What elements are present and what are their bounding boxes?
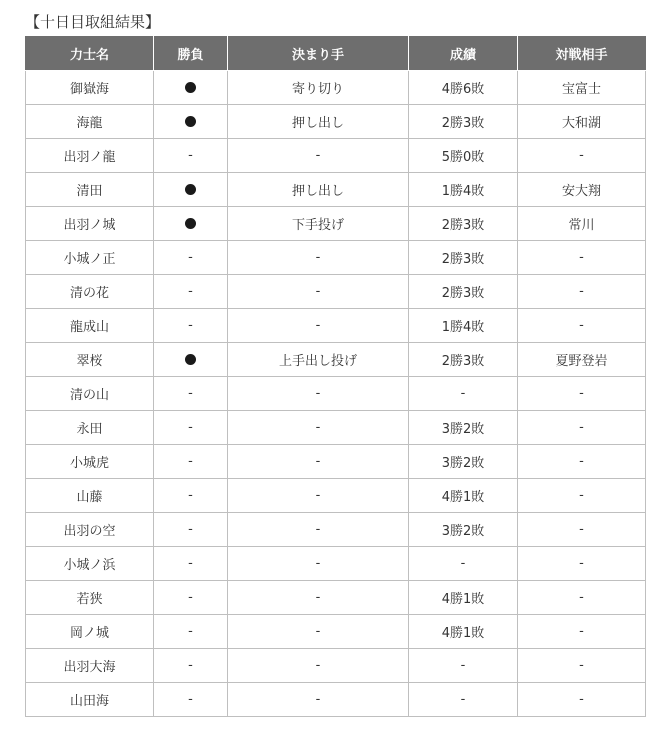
opponent-cell: 宝富士 (518, 71, 646, 105)
opponent-cell: - (518, 581, 646, 615)
result-cell (154, 343, 228, 377)
result-cell: - (154, 513, 228, 547)
record-cell: 1勝4敗 (409, 173, 518, 207)
kimarite-cell: - (228, 275, 409, 309)
table-body (26, 71, 646, 717)
opponent-cell: - (518, 513, 646, 547)
rikishi-name-cell: 出羽ノ城 (26, 207, 154, 241)
opponent-cell: - (518, 411, 646, 445)
table-header (26, 37, 646, 71)
result-cell: - (154, 411, 228, 445)
record-cell: 2勝3敗 (409, 241, 518, 275)
column-header-result: 勝負 (154, 37, 228, 71)
kimarite-cell: - (228, 615, 409, 649)
opponent-cell: 大和湖 (518, 105, 646, 139)
opponent-cell: - (518, 479, 646, 513)
record-cell: 3勝2敗 (409, 513, 518, 547)
record-cell: - (409, 377, 518, 411)
black-circle-win-icon (185, 354, 196, 365)
kimarite-cell: - (228, 581, 409, 615)
black-circle-win-icon (185, 116, 196, 127)
opponent-cell: - (518, 683, 646, 717)
kimarite-cell: - (228, 139, 409, 173)
opponent-cell: - (518, 649, 646, 683)
opponent-cell: - (518, 139, 646, 173)
result-cell: - (154, 649, 228, 683)
record-cell: 2勝3敗 (409, 207, 518, 241)
header-row (26, 37, 646, 71)
page-caption: 【十日目取組結果】 (25, 13, 161, 31)
rikishi-name-cell: 小城虎 (26, 445, 154, 479)
result-cell: - (154, 309, 228, 343)
table-row (26, 275, 646, 309)
opponent-cell: - (518, 241, 646, 275)
table-row (26, 581, 646, 615)
kimarite-cell: - (228, 649, 409, 683)
result-cell: - (154, 241, 228, 275)
record-cell: 4勝6敗 (409, 71, 518, 105)
record-cell: - (409, 683, 518, 717)
opponent-cell: - (518, 615, 646, 649)
result-cell: - (154, 139, 228, 173)
record-cell: 5勝0敗 (409, 139, 518, 173)
rikishi-name-cell: 山藤 (26, 479, 154, 513)
rikishi-name-cell: 出羽ノ龍 (26, 139, 154, 173)
rikishi-name-cell: 小城ノ正 (26, 241, 154, 275)
kimarite-cell: - (228, 241, 409, 275)
record-cell: - (409, 547, 518, 581)
rikishi-name-cell: 龍成山 (26, 309, 154, 343)
result-cell (154, 173, 228, 207)
black-circle-win-icon (185, 184, 196, 195)
kimarite-cell: - (228, 309, 409, 343)
result-cell (154, 105, 228, 139)
table-row (26, 173, 646, 207)
kimarite-cell: - (228, 547, 409, 581)
column-header-opponent: 対戦相手 (518, 37, 646, 71)
opponent-cell: 常川 (518, 207, 646, 241)
kimarite-cell: - (228, 411, 409, 445)
column-header-kimarite: 決まり手 (228, 37, 409, 71)
result-cell: - (154, 581, 228, 615)
kimarite-cell: - (228, 513, 409, 547)
rikishi-name-cell: 若狭 (26, 581, 154, 615)
kimarite-cell: 下手投げ (228, 207, 409, 241)
record-cell: 4勝1敗 (409, 479, 518, 513)
kimarite-cell: 押し出し (228, 173, 409, 207)
kimarite-cell: 上手出し投げ (228, 343, 409, 377)
record-cell: - (409, 649, 518, 683)
rikishi-name-cell: 海龍 (26, 105, 154, 139)
bout-results-table (25, 36, 646, 717)
result-cell (154, 71, 228, 105)
table-row (26, 479, 646, 513)
black-circle-win-icon (185, 82, 196, 93)
table-row (26, 683, 646, 717)
column-header-record: 成績 (409, 37, 518, 71)
black-circle-win-icon (185, 218, 196, 229)
result-cell (154, 207, 228, 241)
opponent-cell: 夏野登岩 (518, 343, 646, 377)
opponent-cell: - (518, 445, 646, 479)
result-cell: - (154, 615, 228, 649)
result-cell: - (154, 275, 228, 309)
rikishi-name-cell: 出羽の空 (26, 513, 154, 547)
rikishi-name-cell: 御嶽海 (26, 71, 154, 105)
rikishi-name-cell: 永田 (26, 411, 154, 445)
kimarite-cell: 押し出し (228, 105, 409, 139)
rikishi-name-cell: 小城ノ浜 (26, 547, 154, 581)
record-cell: 2勝3敗 (409, 105, 518, 139)
result-cell: - (154, 683, 228, 717)
table-row (26, 343, 646, 377)
rikishi-name-cell: 山田海 (26, 683, 154, 717)
opponent-cell: - (518, 275, 646, 309)
kimarite-cell: - (228, 479, 409, 513)
table-row (26, 71, 646, 105)
result-cell: - (154, 547, 228, 581)
record-cell: 1勝4敗 (409, 309, 518, 343)
table-row (26, 547, 646, 581)
table-row (26, 649, 646, 683)
opponent-cell: - (518, 309, 646, 343)
result-cell: - (154, 445, 228, 479)
result-cell: - (154, 377, 228, 411)
opponent-cell: - (518, 377, 646, 411)
kimarite-cell: 寄り切り (228, 71, 409, 105)
record-cell: 2勝3敗 (409, 343, 518, 377)
table-row (26, 241, 646, 275)
table-row (26, 139, 646, 173)
record-cell: 3勝2敗 (409, 411, 518, 445)
table-row (26, 207, 646, 241)
column-header-rikishi: 力士名 (26, 37, 154, 71)
rikishi-name-cell: 清の花 (26, 275, 154, 309)
table-row (26, 411, 646, 445)
rikishi-name-cell: 岡ノ城 (26, 615, 154, 649)
kimarite-cell: - (228, 445, 409, 479)
result-cell: - (154, 479, 228, 513)
table-row (26, 105, 646, 139)
record-cell: 3勝2敗 (409, 445, 518, 479)
kimarite-cell: - (228, 377, 409, 411)
opponent-cell: - (518, 547, 646, 581)
rikishi-name-cell: 出羽大海 (26, 649, 154, 683)
record-cell: 4勝1敗 (409, 581, 518, 615)
record-cell: 2勝3敗 (409, 275, 518, 309)
table-row (26, 513, 646, 547)
table-row (26, 377, 646, 411)
opponent-cell: 安大翔 (518, 173, 646, 207)
table-row (26, 615, 646, 649)
rikishi-name-cell: 清田 (26, 173, 154, 207)
table-row (26, 445, 646, 479)
record-cell: 4勝1敗 (409, 615, 518, 649)
table-row (26, 309, 646, 343)
rikishi-name-cell: 翠桜 (26, 343, 154, 377)
kimarite-cell: - (228, 683, 409, 717)
rikishi-name-cell: 清の山 (26, 377, 154, 411)
